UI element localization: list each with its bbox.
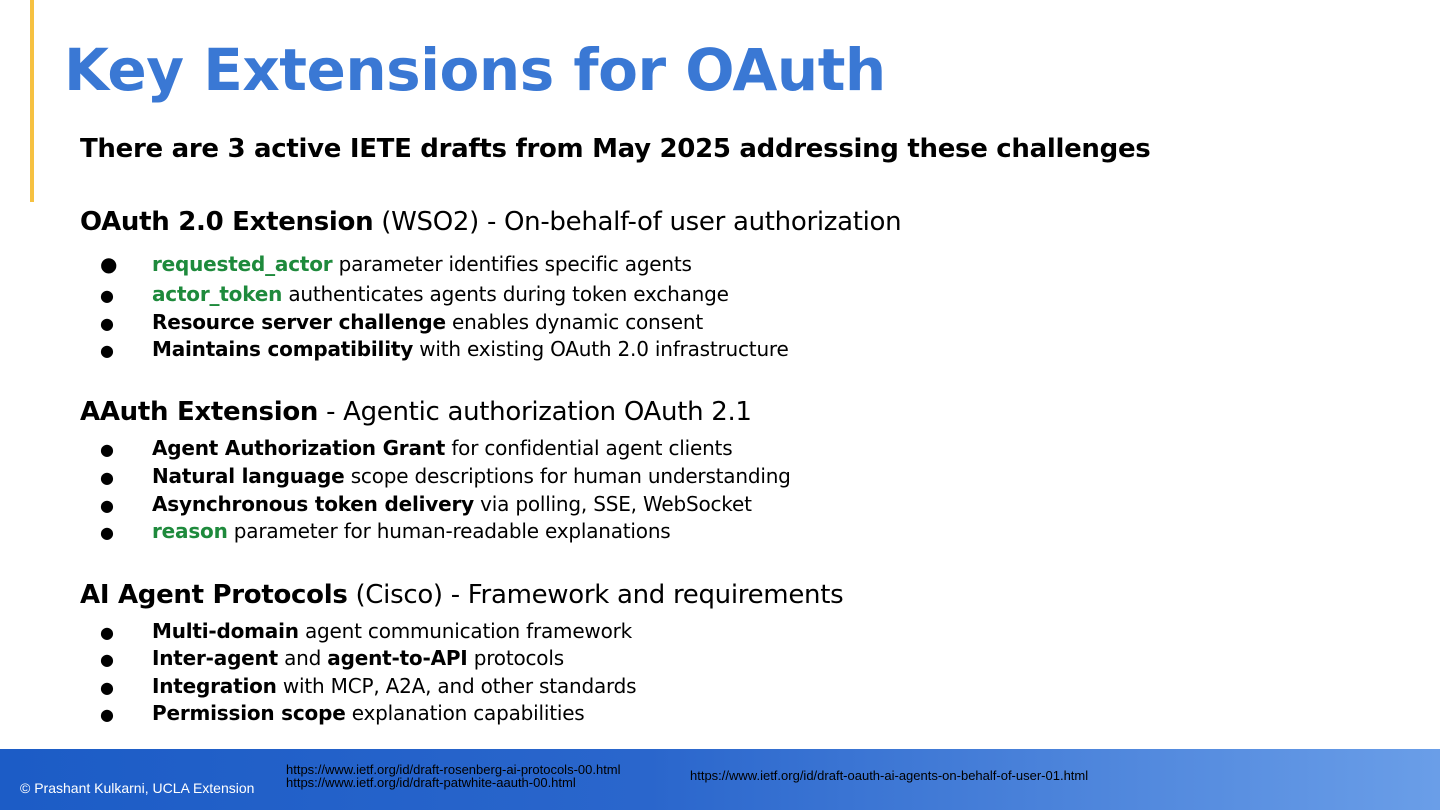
item-text: via polling, SSE, WebSocket <box>473 492 752 516</box>
list-item <box>100 337 789 363</box>
list-item <box>100 492 752 518</box>
item-text: explanation capabilities <box>345 701 585 725</box>
list-item <box>100 619 632 645</box>
list-item <box>100 464 791 490</box>
item-text: and <box>277 646 328 670</box>
item-text: parameter identifies specific agents <box>332 252 692 276</box>
list-item <box>100 252 692 276</box>
term-label: Natural language <box>152 464 345 488</box>
term-label: Maintains compatibility <box>152 337 414 361</box>
term-label-secondary: agent-to-API <box>327 646 468 670</box>
bullet-icon: ● <box>100 286 114 305</box>
term-label: reason <box>152 519 228 543</box>
bullet-icon: ● <box>100 252 118 276</box>
item-text: with existing OAuth 2.0 infrastructure <box>413 337 789 361</box>
term-label: Resource server challenge <box>152 310 446 334</box>
section-heading-bold: AAuth Extension <box>80 397 319 427</box>
section-heading-rest: (Cisco) - Framework and requirements <box>347 580 844 610</box>
item-text: authenticates agents during token exchange <box>282 282 729 306</box>
item-text: enables dynamic consent <box>445 310 703 334</box>
item-text: scope descriptions for human understanding <box>344 464 791 488</box>
slide-subtitle: There are 3 active IETE drafts from May 2025 addressing these challenges <box>80 134 1151 164</box>
term-label: Permission scope <box>152 701 346 725</box>
reference-link-rosenberg[interactable]: https://www.ietf.org/id/draft-rosenberg-ai-protocols-00.html <box>286 762 621 777</box>
section-heading-bold: OAuth 2.0 Extension <box>80 207 374 237</box>
list-item <box>100 674 636 700</box>
item-text: with MCP, A2A, and other standards <box>276 674 637 698</box>
section-heading-bold: AI Agent Protocols <box>80 580 348 610</box>
accent-bar <box>30 0 34 202</box>
footer-bar <box>0 749 1440 810</box>
reference-link-oauth-ai-agents[interactable]: https://www.ietf.org/id/draft-oauth-ai-agents-on-behalf-of-user-01.html <box>690 768 1089 783</box>
item-text-secondary: protocols <box>467 646 564 670</box>
list-item <box>100 282 729 308</box>
bullet-icon: ● <box>100 496 114 515</box>
section-heading-ai-agent-protocols <box>80 580 843 610</box>
reference-link-patwhite[interactable]: https://www.ietf.org/id/draft-patwhite-aauth-00.html <box>286 775 576 790</box>
slide-title: Key Extensions for OAuth <box>64 36 886 104</box>
bullet-icon: ● <box>100 341 114 360</box>
item-text: for confidential agent clients <box>445 436 733 460</box>
list-item <box>100 646 564 672</box>
section-heading-aauth-extension <box>80 397 752 427</box>
term-label: Asynchronous token delivery <box>152 492 474 516</box>
term-label: actor_token <box>152 282 283 306</box>
bullet-icon: ● <box>100 705 114 724</box>
bullet-icon: ● <box>100 440 114 459</box>
item-text: parameter for human-readable explanations <box>227 519 671 543</box>
list-item <box>100 436 732 462</box>
bullet-icon: ● <box>100 314 114 333</box>
term-label: Multi-domain <box>152 619 299 643</box>
bullet-icon: ● <box>100 468 114 487</box>
term-label: Integration <box>152 674 277 698</box>
list-item <box>100 519 671 545</box>
list-item <box>100 701 585 727</box>
bullet-icon: ● <box>100 678 114 697</box>
copyright-text: © Prashant Kulkarni, UCLA Extension <box>20 780 255 796</box>
term-label: Inter-agent <box>152 646 278 670</box>
term-label: requested_actor <box>152 252 333 276</box>
bullet-icon: ● <box>100 623 114 642</box>
section-heading-rest: (WSO2) - On-behalf-of user authorization <box>373 207 902 237</box>
section-heading-oauth-extension <box>80 207 901 237</box>
list-item <box>100 310 703 336</box>
bullet-icon: ● <box>100 523 114 542</box>
section-heading-rest: - Agentic authorization OAuth 2.1 <box>318 397 752 427</box>
term-label: Agent Authorization Grant <box>152 436 446 460</box>
bullet-icon: ● <box>100 650 114 669</box>
item-text: agent communication framework <box>298 619 633 643</box>
